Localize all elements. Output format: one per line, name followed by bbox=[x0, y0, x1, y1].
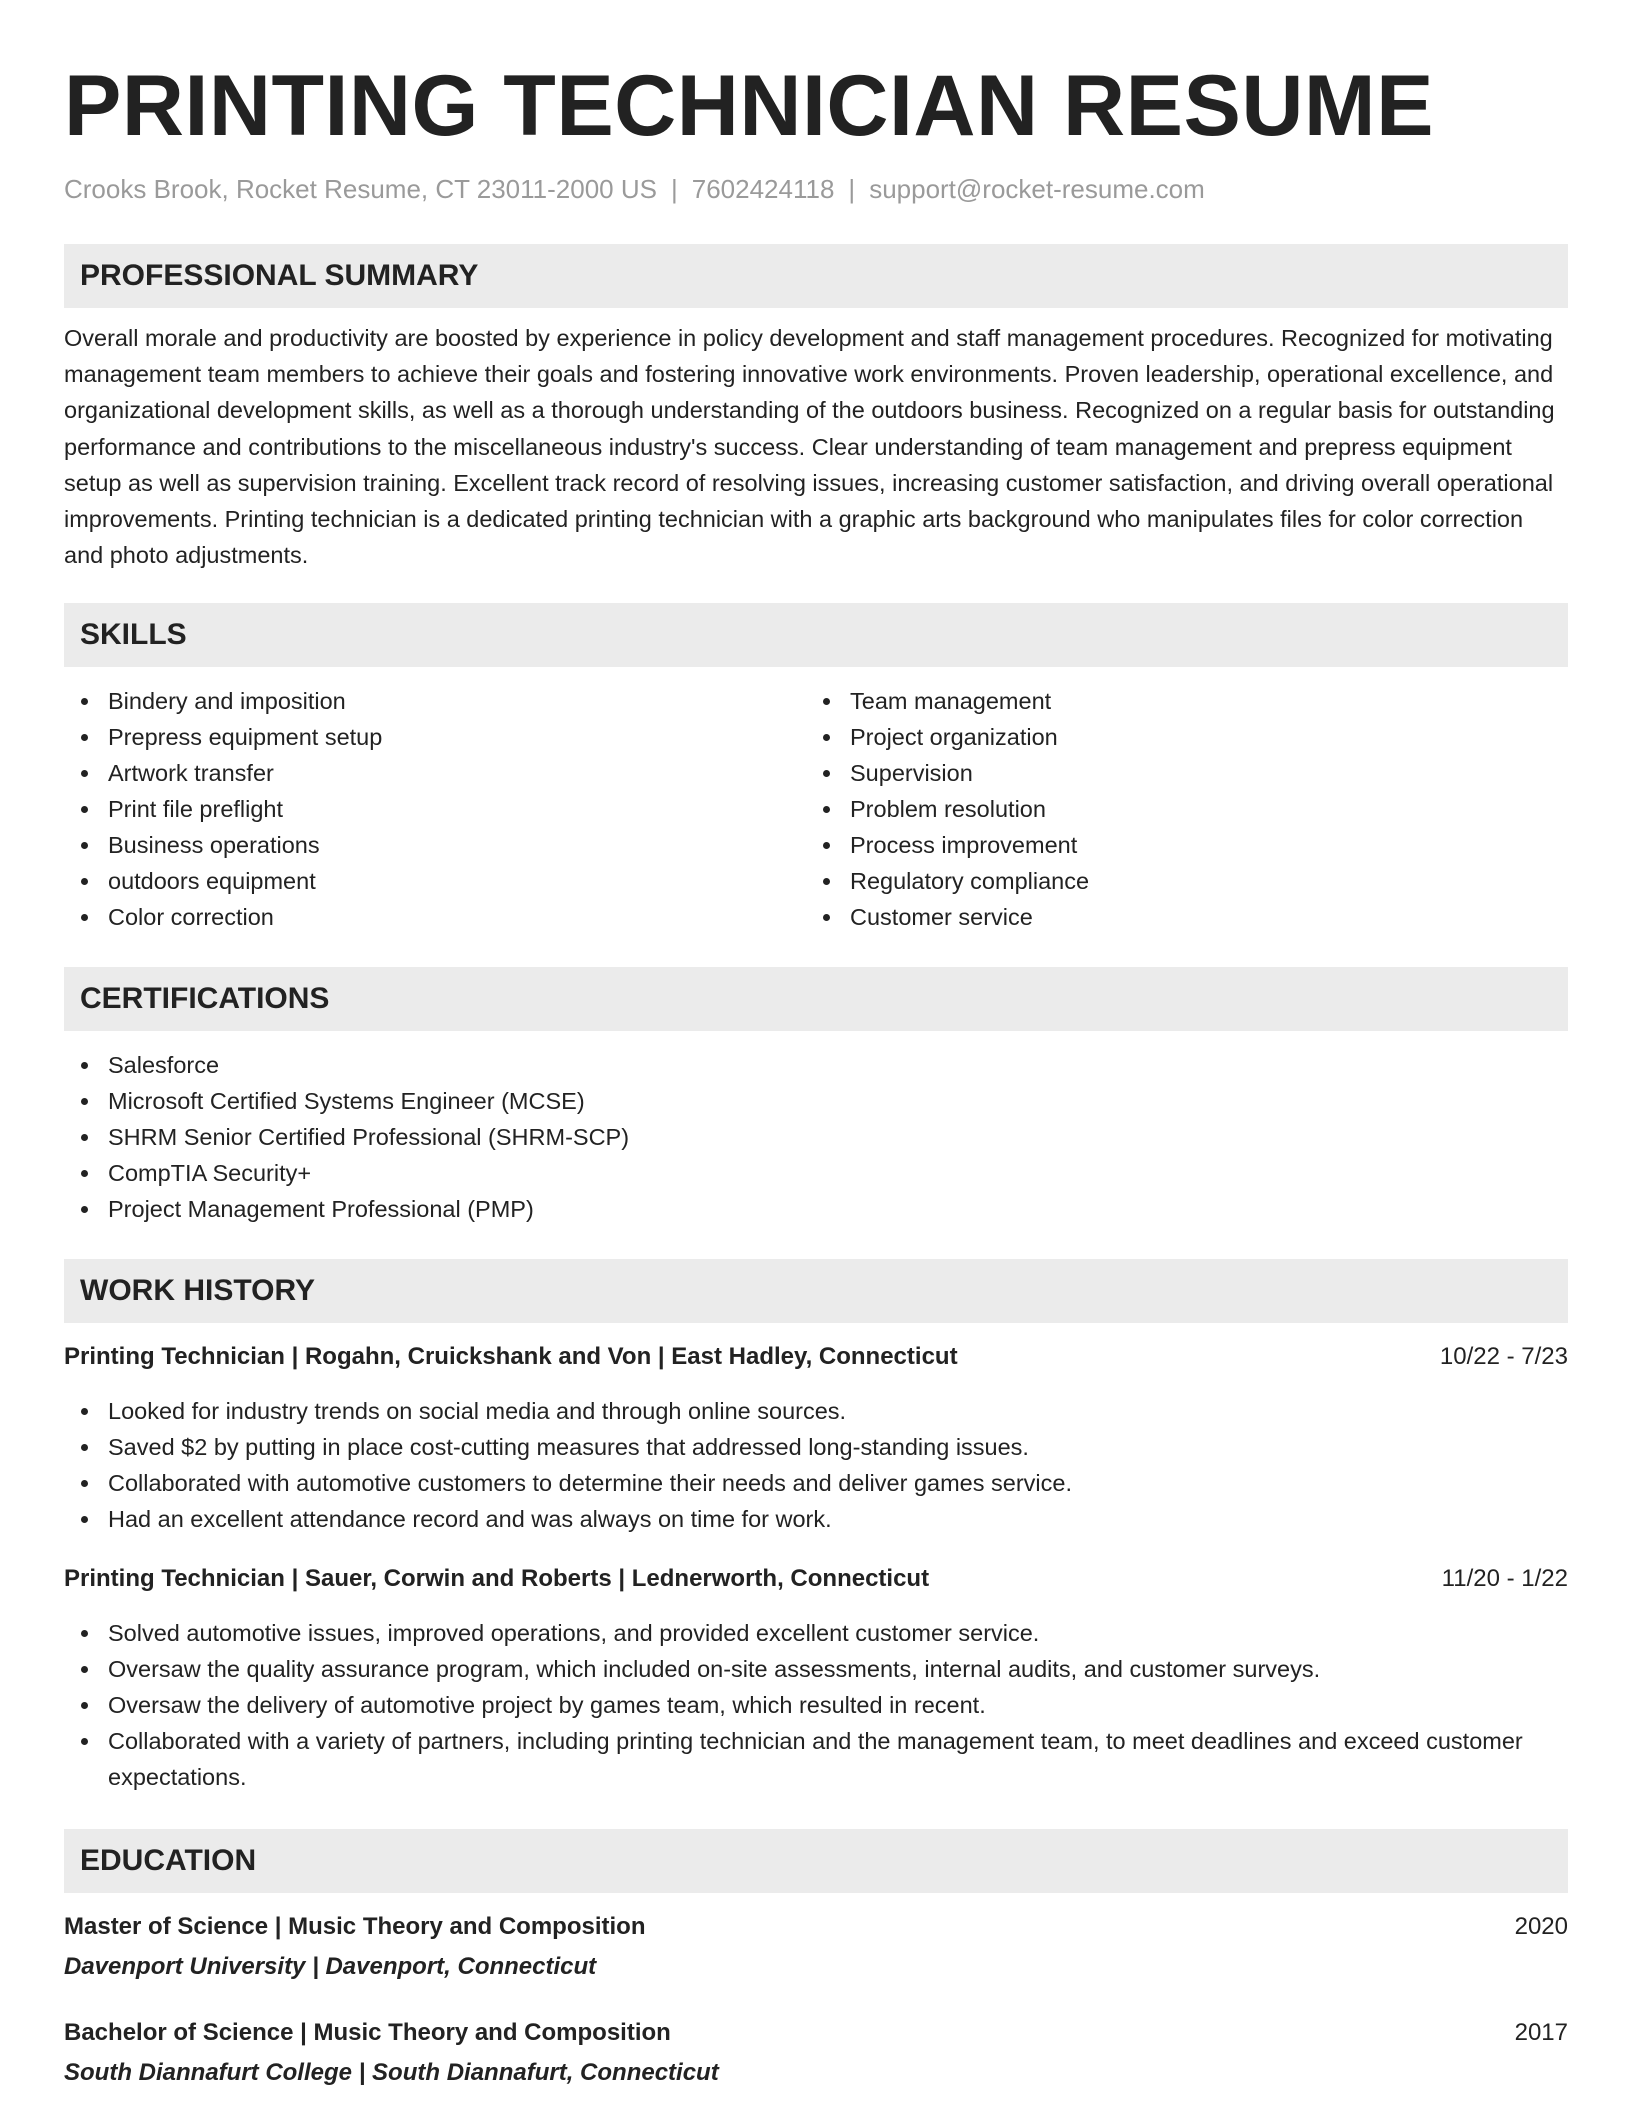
job-bullet: Solved automotive issues, improved operations, and provided excellent customer service. bbox=[64, 1615, 1568, 1651]
contact-address: Crooks Brook, Rocket Resume, CT 23011-2000 US bbox=[64, 174, 657, 204]
job-bullet: Had an excellent attendance record and was always on time for work. bbox=[64, 1501, 1568, 1537]
certification-item: Microsoft Certified Systems Engineer (MCSE) bbox=[64, 1083, 1568, 1119]
education-header bbox=[64, 2015, 1568, 2051]
skill-item: Bindery and imposition bbox=[64, 683, 806, 719]
education-degree: Bachelor of Science | Music Theory and Composition bbox=[64, 2019, 671, 2047]
certifications-list bbox=[64, 1047, 1568, 1227]
skills-column-right bbox=[806, 683, 1548, 935]
skill-item: Print file preflight bbox=[64, 791, 806, 827]
section-heading-summary: PROFESSIONAL SUMMARY bbox=[64, 244, 1568, 308]
skill-item: Regulatory compliance bbox=[806, 863, 1548, 899]
job-bullet: Oversaw the delivery of automotive project by games team, which resulted in recent. bbox=[64, 1687, 1568, 1723]
job-bullets bbox=[64, 1393, 1568, 1537]
contact-separator: | bbox=[670, 174, 678, 204]
skill-item: Process improvement bbox=[806, 827, 1548, 863]
job-bullets bbox=[64, 1615, 1568, 1795]
certification-item: CompTIA Security+ bbox=[64, 1155, 1568, 1191]
section-heading-work: WORK HISTORY bbox=[64, 1259, 1568, 1323]
section-heading-certifications: CERTIFICATIONS bbox=[64, 967, 1568, 1031]
skill-item: Team management bbox=[806, 683, 1548, 719]
education-year: 2017 bbox=[1514, 2019, 1568, 2047]
skill-item: Project organization bbox=[806, 719, 1548, 755]
skill-item: Color correction bbox=[64, 899, 806, 935]
skill-item: Artwork transfer bbox=[64, 755, 806, 791]
section-heading-education: EDUCATION bbox=[64, 1829, 1568, 1893]
skills-list bbox=[64, 683, 1568, 935]
job-header bbox=[64, 1339, 1568, 1375]
skill-item: Customer service bbox=[806, 899, 1548, 935]
certification-item: Salesforce bbox=[64, 1047, 1568, 1083]
certification-item: SHRM Senior Certified Professional (SHRM-SCP) bbox=[64, 1119, 1568, 1155]
section-heading-skills: SKILLS bbox=[64, 603, 1568, 667]
contact-separator: | bbox=[848, 174, 856, 204]
job-title: Printing Technician | Sauer, Corwin and Roberts | Lednerworth, Connecticut bbox=[64, 1565, 930, 1593]
education-header bbox=[64, 1909, 1568, 1945]
skills-column-left bbox=[64, 683, 806, 935]
skill-item: Business operations bbox=[64, 827, 806, 863]
education-school: South Diannafurt College | South Diannafurt, Connecticut bbox=[64, 2059, 719, 2087]
education-year: 2020 bbox=[1514, 1913, 1568, 1941]
contact-phone[interactable]: 7602424118 bbox=[691, 174, 835, 204]
summary-text: Overall morale and productivity are boosted by experience in policy development and staff management procedures. Recognized for motivating management team members to achieve their goals and fostering innovative work environments. Proven leadership, operational excellence, and organizational development skills, as well as a thorough understanding of the outdoors business. Recognized on a regular basis for outstanding performance and contributions to the miscellaneous industry's success. Clear understanding of team management and prepress equipment setup as well as supervision training. Excellent track record of resolving issues, increasing customer satisfaction, and driving overall operational improvements. Printing technician is a dedicated printing technician with a graphic arts background who manipulates files for color correction and photo adjustments. bbox=[64, 325, 1555, 569]
job-bullet: Oversaw the quality assurance program, which included on-site assessments, internal audits, and customer surveys. bbox=[64, 1651, 1568, 1687]
job-dates: 10/22 - 7/23 bbox=[1439, 1343, 1568, 1371]
job-bullet: Saved $2 by putting in place cost-cutting measures that addressed long-standing issues. bbox=[64, 1429, 1568, 1465]
job-title: Printing Technician | Rogahn, Cruickshank and Von | East Hadley, Connecticut bbox=[64, 1343, 958, 1371]
job-header bbox=[64, 1561, 1568, 1597]
resume-title: PRINTING TECHNICIAN RESUME bbox=[64, 58, 1434, 154]
skill-item: outdoors equipment bbox=[64, 863, 806, 899]
skill-item: Problem resolution bbox=[806, 791, 1548, 827]
job-dates: 11/20 - 1/22 bbox=[1441, 1565, 1568, 1593]
education-school: Davenport University | Davenport, Connecticut bbox=[64, 1953, 597, 1981]
skill-item: Prepress equipment setup bbox=[64, 719, 806, 755]
job-bullet: Collaborated with a variety of partners, including printing technician and the management team, to meet deadlines and exceed customer expectations. bbox=[64, 1723, 1568, 1795]
contact-email[interactable]: support@rocket-resume.com bbox=[869, 174, 1205, 204]
contact-line bbox=[64, 172, 1568, 206]
job-bullet: Collaborated with automotive customers to determine their needs and deliver games service. bbox=[64, 1465, 1568, 1501]
job-bullet: Looked for industry trends on social media and through online sources. bbox=[64, 1393, 1568, 1429]
certification-item: Project Management Professional (PMP) bbox=[64, 1191, 1568, 1227]
skill-item: Supervision bbox=[806, 755, 1548, 791]
education-degree: Master of Science | Music Theory and Composition bbox=[64, 1913, 646, 1941]
